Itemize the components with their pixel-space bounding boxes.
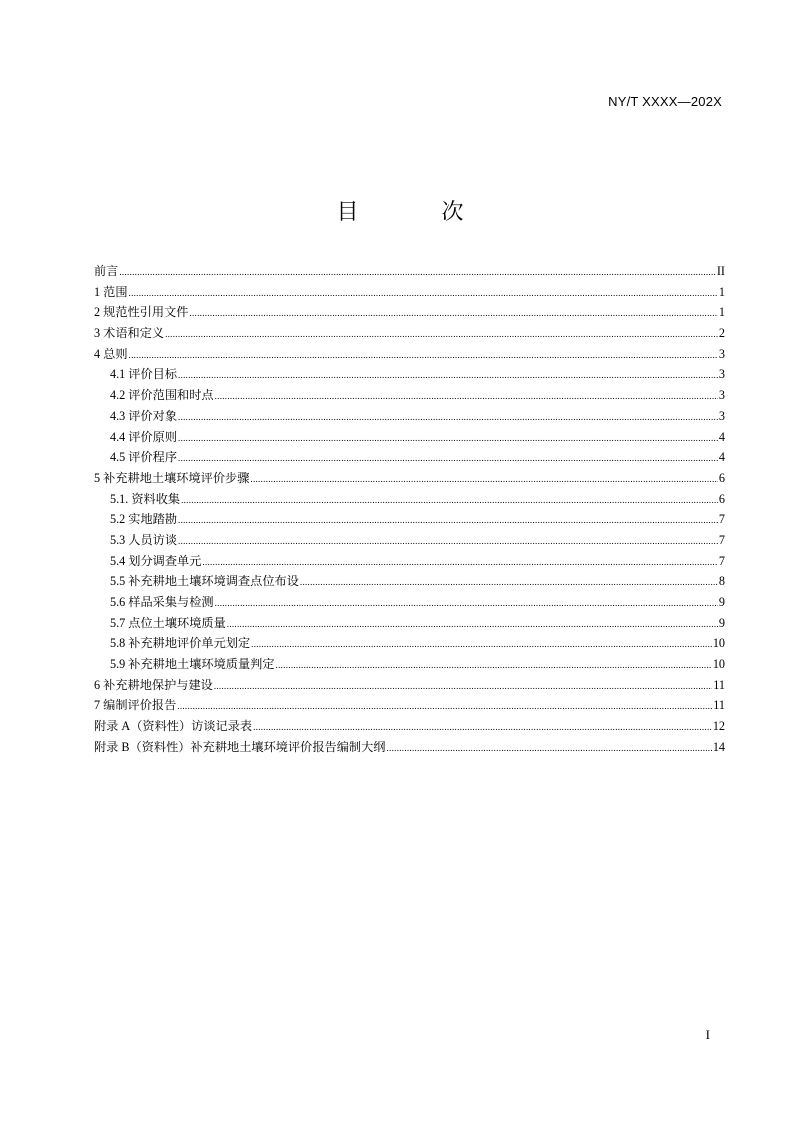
toc-dot-leader [181, 492, 718, 507]
toc-entry-label: 附录 A（资料性）访谈记录表 [94, 719, 253, 734]
toc-entry[interactable] [94, 572, 725, 593]
toc-dot-leader [177, 698, 712, 713]
toc-entry[interactable] [94, 303, 725, 324]
toc-entry-label: 4.5 评价程序 [110, 450, 178, 465]
toc-entry-label: 5 补充耕地土壤环境评价步骤 [94, 470, 250, 485]
toc-entry-page: 12 [712, 719, 725, 734]
toc-entry-label: 2 规范性引用文件 [94, 305, 189, 320]
toc-entry-page: 2 [718, 326, 725, 341]
toc-entry-page: 4 [718, 429, 725, 444]
toc-entry-label: 6 补充耕地保护与建设 [94, 677, 213, 692]
toc-entry[interactable] [94, 614, 725, 635]
toc-entry-label: 5.7 点位土壤环境质量 [110, 615, 226, 630]
toc-dot-leader [165, 326, 718, 341]
toc-entry-page: 7 [718, 553, 725, 568]
toc-entry[interactable] [94, 283, 725, 304]
toc-dot-leader [129, 285, 718, 300]
toc-entry-page: 10 [712, 636, 725, 651]
toc-entry-label: 4.2 评价范围和时点 [110, 388, 214, 403]
toc-entry-page: 11 [713, 677, 725, 692]
toc-entry[interactable] [94, 655, 725, 676]
toc-dot-leader [253, 719, 712, 734]
toc-entry-label: 5.3 人员访谈 [110, 532, 178, 547]
toc-dot-leader [119, 264, 716, 279]
toc-entry-page: 3 [718, 367, 725, 382]
toc-dot-leader [129, 347, 718, 362]
toc-entry-label: 5.2 实地踏勘 [110, 512, 178, 527]
toc-dot-leader [214, 678, 712, 693]
toc-entry-page: 10 [712, 657, 725, 672]
toc-entry-label: 5.9 补充耕地土壤环境质量判定 [110, 657, 275, 672]
toc-entry-label: 5.4 划分调查单元 [110, 553, 202, 568]
toc-dot-leader [300, 574, 718, 589]
toc-dot-leader [387, 740, 712, 755]
toc-entry[interactable] [94, 634, 725, 655]
toc-entry[interactable] [94, 448, 725, 469]
toc-entry-page: 11 [713, 698, 725, 713]
standard-code: NY/T XXXX—202X [608, 94, 722, 109]
toc-entry[interactable] [94, 510, 725, 531]
toc-entry[interactable] [94, 531, 725, 552]
toc-entry-label: 附录 B（资料性）补充耕地土壤环境评价报告编制大纲 [94, 739, 386, 754]
toc-entry-label: 5.6 样品采集与检测 [110, 595, 214, 609]
toc-entry-label: 4.3 评价对象 [110, 408, 178, 423]
toc-entry-page: 9 [718, 595, 725, 609]
toc-entry-page: 14 [712, 739, 725, 754]
toc-entry[interactable] [94, 696, 725, 717]
toc-entry[interactable] [94, 676, 725, 697]
toc-dot-leader [250, 471, 718, 486]
toc-entry-page: 7 [718, 512, 725, 527]
toc-entry-page: 9 [718, 615, 725, 630]
toc-entry[interactable] [94, 407, 725, 428]
toc-dot-leader [202, 554, 718, 569]
toc-entry-page: 3 [718, 408, 725, 423]
toc-entry-page: 4 [718, 450, 725, 465]
table-of-contents [94, 262, 725, 759]
toc-entry[interactable] [94, 717, 725, 738]
toc-entry[interactable] [94, 738, 725, 759]
page-number: I [705, 1027, 710, 1042]
toc-entry[interactable] [94, 386, 725, 407]
toc-entry-label: 4.1 评价目标 [110, 367, 178, 382]
toc-entry[interactable] [94, 365, 725, 386]
toc-dot-leader [227, 616, 718, 631]
toc-entry-label: 1 范围 [94, 284, 128, 299]
toc-entry-label: 3 术语和定义 [94, 326, 165, 341]
toc-entry-page: 8 [718, 574, 725, 589]
toc-entry-label: 4 总则 [94, 346, 128, 361]
toc-entry[interactable] [94, 428, 725, 449]
toc-entry[interactable] [94, 262, 725, 283]
toc-dot-leader [251, 636, 712, 651]
toc-entry-page: II [716, 264, 725, 278]
toc-entry-label: 5.1. 资料收集 [110, 491, 181, 506]
toc-entry-page: 3 [718, 346, 725, 361]
toc-entry-page: 3 [718, 388, 725, 403]
toc-dot-leader [178, 430, 718, 445]
toc-entry[interactable] [94, 324, 725, 345]
toc-dot-leader [276, 657, 712, 672]
toc-entry-page: 6 [718, 491, 725, 506]
toc-dot-leader [215, 595, 718, 610]
toc-entry-page: 1 [718, 305, 725, 320]
toc-dot-leader [178, 512, 718, 527]
page-title: 目 次 [336, 199, 502, 225]
toc-entry-page: 6 [718, 470, 725, 485]
toc-entry-page: 7 [718, 532, 725, 547]
toc-entry-label: 5.5 补充耕地土壤环境调查点位布设 [110, 574, 299, 589]
toc-entry-label: 4.4 评价原则 [110, 429, 178, 444]
toc-entry-label: 7 编制评价报告 [94, 698, 177, 713]
toc-entry-label: 5.8 补充耕地评价单元划定 [110, 636, 251, 651]
toc-entry-label: 前言 [94, 264, 119, 278]
toc-entry-page: 1 [718, 284, 725, 299]
toc-entry[interactable] [94, 490, 725, 511]
toc-entry[interactable] [94, 345, 725, 366]
toc-entry[interactable] [94, 552, 725, 573]
toc-dot-leader [215, 388, 718, 403]
toc-dot-leader [178, 367, 718, 382]
toc-entry[interactable] [94, 593, 725, 614]
toc-dot-leader [178, 450, 718, 465]
toc-entry[interactable] [94, 469, 725, 490]
toc-dot-leader [178, 533, 718, 548]
toc-dot-leader [178, 409, 718, 424]
toc-dot-leader [189, 305, 717, 320]
